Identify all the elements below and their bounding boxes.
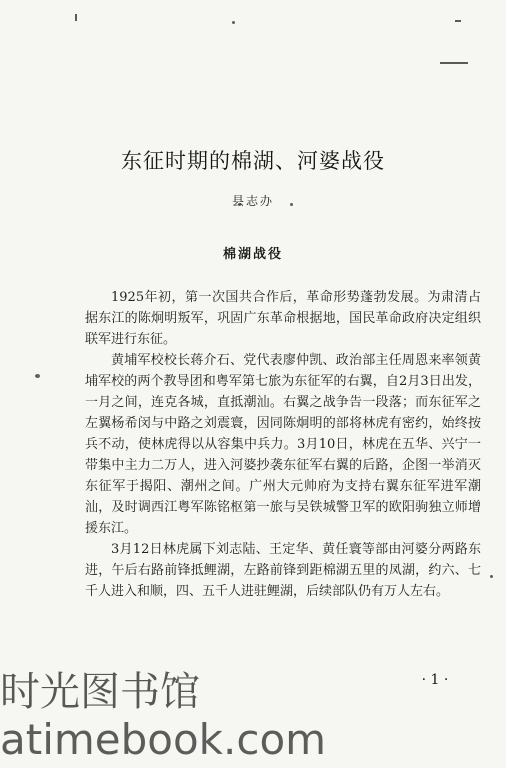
paragraph: 黄埔军校校长蒋介石、党代表廖仲凯、政治部主任周恩来率领黄埔军校的两个教导团和粤军第七旅为东征军的右翼，自2月3日出发，一月之间，连克各城，直抵潮汕。右翼之战争告一段落；而东征军之左翼杨希闵与中路之刘震寰，因同陈炯明的部将林虎有密约，始终按兵不动，使林虎得以从容集中兵力。3月10日，林虎在五华、兴宁一带集中主力二万人，进入河婆抄袭东征军右翼的后路，企图一举消灭东征军于揭阳、潮州之间。广州大元帅府为支持右翼东征军进军潮汕，及时调西江粤军陈铭枢第一旅与吴铁城警卫军的欧阳驹独立师增援东江。 <box>85 353 481 536</box>
author-line: 县志办 <box>231 194 274 208</box>
section-heading: 棉湖战役 <box>222 247 283 262</box>
scan-mark <box>440 62 468 64</box>
page-number: · 1 · <box>421 672 449 688</box>
scan-mark <box>455 20 461 22</box>
scan-speck <box>490 575 493 578</box>
scan-speck <box>232 21 235 24</box>
body-text <box>85 287 481 602</box>
watermark-title: 时光图书馆 <box>0 669 200 715</box>
page-title: 东征时期的棉湖、河婆战役 <box>121 149 385 173</box>
paragraph: 1925年初，第一次国共合作后，革命形势蓬勃发展。为肃清占据东江的陈炯明叛军，巩固广东革命根据地，国民革命政府决定组织联军进行东征。 <box>85 290 481 347</box>
scan-mark <box>75 14 77 21</box>
watermark-url: atimebook.com <box>0 715 327 764</box>
paragraph: 3月12日林虎属下刘志陆、王定华、黄任寰等部由河婆分两路东进，午后右路前锋抵鲤湖，左路前锋到距棉湖五里的凤湖，约六、七千人进入和顺，四、五千人进驻鲤湖，后续部队仍有万人左右。 <box>85 542 481 599</box>
scan-speck <box>35 374 40 378</box>
